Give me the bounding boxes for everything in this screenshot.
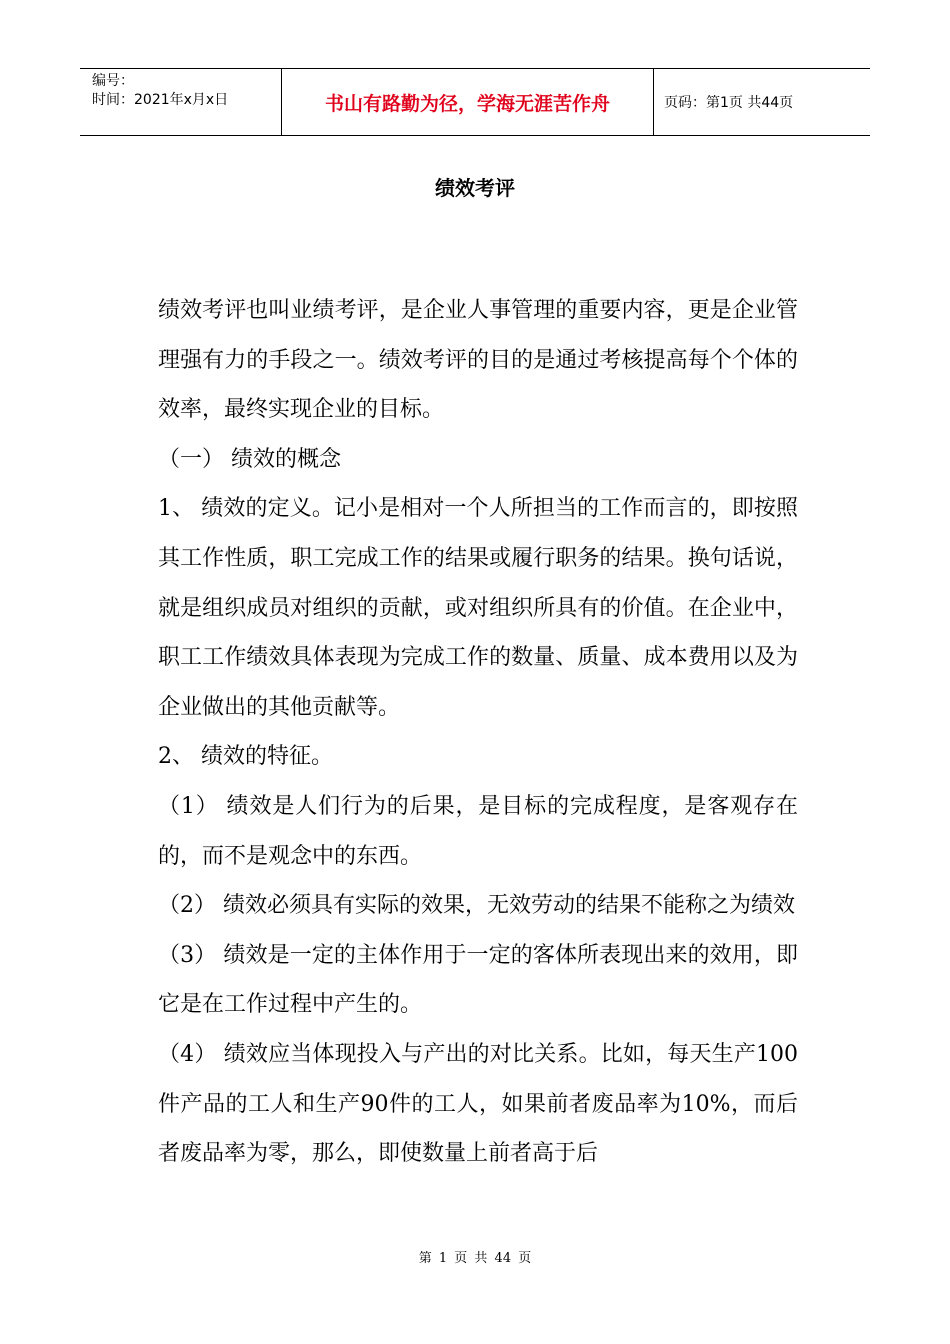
document-body	[158, 286, 798, 1179]
paragraph-feature-2: （2） 绩效必须具有实际的效果，无效劳动的结果不能称之为绩效	[158, 893, 795, 919]
page-header	[80, 68, 870, 136]
header-number-label: 编号：	[92, 73, 134, 89]
header-motto: 书山有路勤为径，学海无涯苦作舟	[282, 69, 654, 135]
page-footer: 第 1 页 共 44 页	[418, 1251, 532, 1266]
header-meta	[80, 69, 282, 135]
paragraph-feature-4: （4） 绩效应当体现投入与产出的对比关系。比如，每天生产100件产品的工人和生产90件的工人，如果前者废品率为10%，而后者废品率为零，那么，即使数量上前者高于后	[158, 1041, 798, 1167]
paragraph-definition: 1、 绩效的定义。记小是相对一个人所担当的工作而言的，即按照其工作性质，职工完成工作的结果或履行职务的结果。换句话说，就是组织成员对组织的贡献，或对组织所具有的价值。在企业中，职工工作绩效具体表现为完成工作的数量、质量、成本费用以及为企业做出的其他贡献等。	[158, 496, 798, 720]
paragraph-intro: 绩效考评也叫业绩考评，是企业人事管理的重要内容，更是企业管理强有力的手段之一。绩效考评的目的是通过考核提高每个个体的效率，最终实现企业的目标。	[158, 298, 798, 423]
document-title: 绩效考评	[435, 176, 515, 200]
paragraph-feature-3: （3） 绩效是一定的主体作用于一定的客体所表现出来的效用，即它是在工作过程中产生的。	[158, 942, 798, 1018]
heading-features: 2、 绩效的特征。	[158, 744, 333, 770]
header-time-label: 时间：2021年x月x日	[92, 92, 229, 108]
header-page-info: 页码：第1页 共44页	[664, 95, 794, 111]
paragraph-feature-1: （1） 绩效是人们行为的后果，是目标的完成程度，是客观存在的，而不是观念中的东西。	[158, 793, 798, 869]
heading-concept: （一） 绩效的概念	[158, 446, 341, 472]
